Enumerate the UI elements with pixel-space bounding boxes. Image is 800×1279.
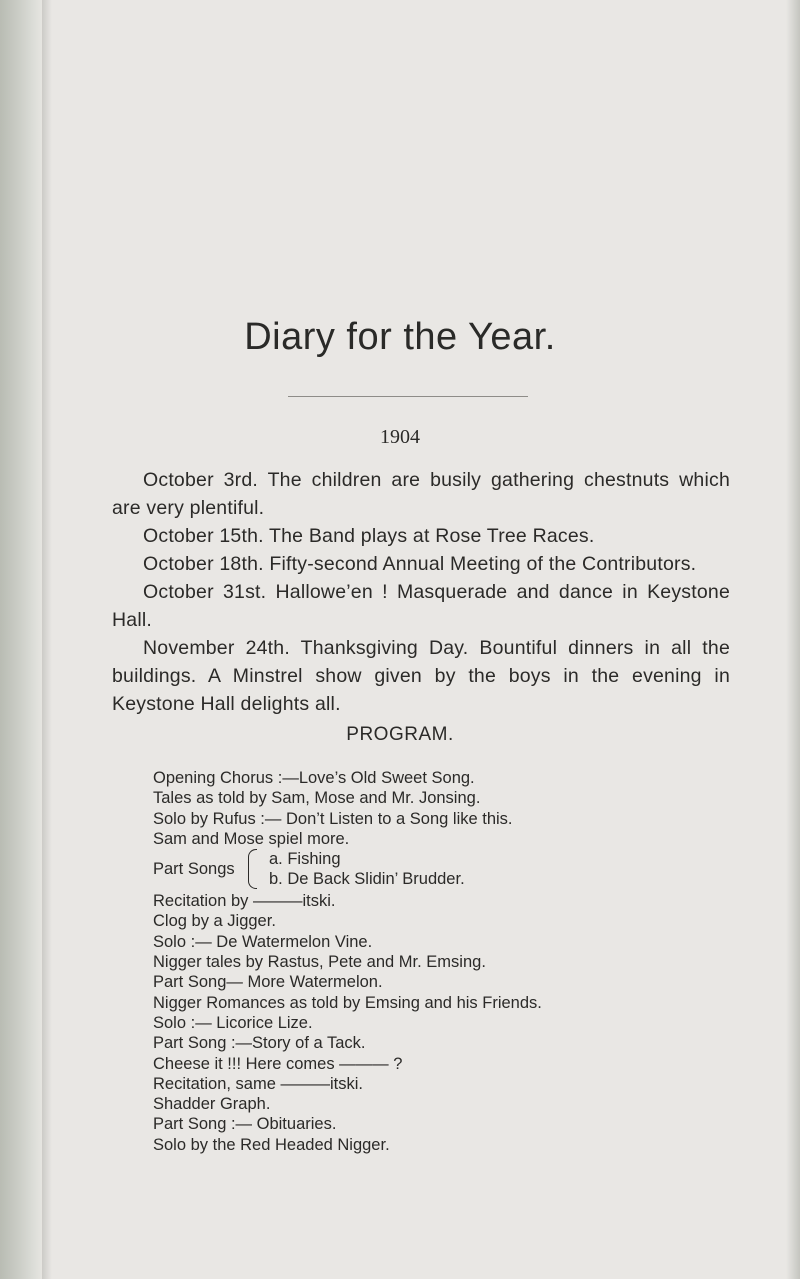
program-item: Sam and Mose spiel more.	[153, 829, 350, 848]
diary-entries	[112, 466, 730, 718]
page-title: Diary for the Year.	[244, 316, 556, 358]
program-list	[153, 768, 733, 1155]
program-item: Nigger Romances as told by Emsing and his Friends.	[153, 993, 542, 1012]
program-item: Cheese it !!! Here comes ——— ?	[153, 1054, 403, 1073]
program-heading: PROGRAM.	[346, 724, 454, 745]
part-song-a: a. Fishing	[269, 850, 341, 869]
program-item: Clog by a Jigger.	[153, 912, 276, 931]
program-item: Tales as told by Sam, Mose and Mr. Jonsing.	[153, 789, 481, 808]
program-item: Shadder Graph.	[153, 1095, 271, 1114]
program-item: Solo :— Licorice Lize.	[153, 1013, 313, 1032]
program-item: Part Song— More Watermelon.	[153, 973, 383, 992]
diary-entry: October 31st. Hallowe’en ! Masquerade and dance in Keystone Hall.	[112, 581, 730, 631]
program-item: Part Song :— Obituaries.	[153, 1115, 337, 1134]
brace-symbol	[248, 849, 257, 889]
program-item: Opening Chorus :—Love’s Old Sweet Song.	[153, 769, 475, 787]
program-item: Solo by Rufus :— Don’t Listen to a Song like this.	[153, 809, 513, 828]
diary-entry: November 24th. Thanksgiving Day. Bountiful dinners in all the buildings. A Minstrel show given by the boys in the evening in Keystone Hall delights all.	[112, 637, 730, 715]
program-item: Nigger tales by Rastus, Pete and Mr. Emsing.	[153, 953, 486, 972]
diary-entry: October 18th. Fifty-second Annual Meeting of the Contributors.	[143, 553, 697, 575]
part-song-b: b. De Back Slidin’ Brudder.	[269, 870, 465, 889]
part-songs-label: Part Songs	[153, 860, 235, 879]
program-item: Recitation, same ———itski.	[153, 1074, 363, 1093]
program-item: Solo by the Red Headed Nigger.	[153, 1135, 390, 1154]
title-divider	[288, 396, 528, 397]
part-songs-group	[153, 849, 733, 891]
binding-shadow	[42, 0, 52, 1279]
program-item: Solo :— De Watermelon Vine.	[153, 932, 373, 951]
page-right-edge	[786, 0, 800, 1279]
program-item: Recitation by ———itski.	[153, 892, 336, 911]
page-binding-edge	[0, 0, 42, 1279]
program-item: Part Song :—Story of a Tack.	[153, 1034, 366, 1053]
year-heading: 1904	[380, 426, 420, 448]
diary-entry: October 15th. The Band plays at Rose Tree Races.	[143, 525, 595, 547]
diary-entry: October 3rd. The children are busily gathering chestnuts which are very plentiful.	[112, 469, 730, 519]
